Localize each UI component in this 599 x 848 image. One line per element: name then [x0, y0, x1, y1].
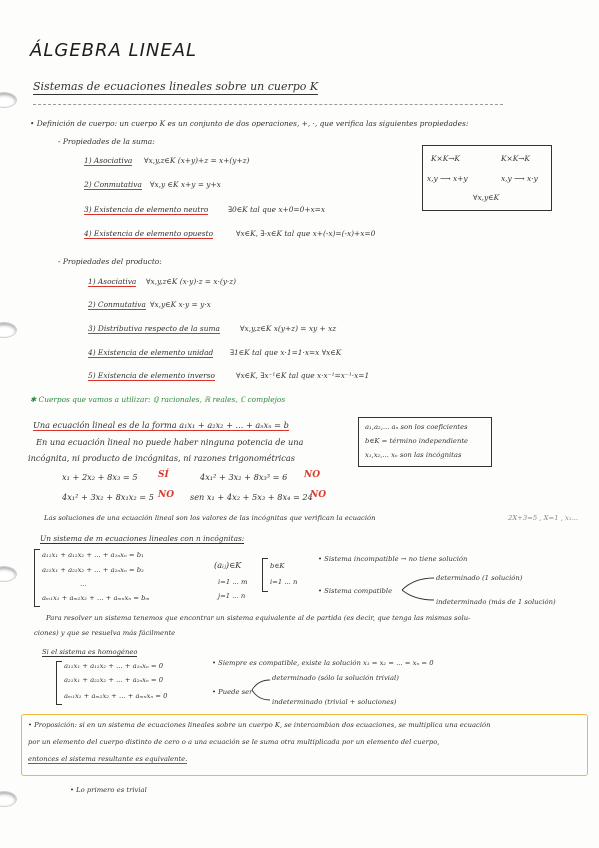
terms-line: a₁,a₂,... aₙ son los coeficientes — [365, 423, 468, 431]
example-eq: 4x₁² + 3x₂ + 8x₁x₂ = 5 — [62, 492, 154, 502]
prod-prop-name: 1) Asociativa — [88, 277, 137, 286]
system-heading: Un sistema de m ecuaciones lineales con n incógnitas: — [40, 534, 245, 543]
sum-heading: - Propiedades de la suma: — [58, 137, 155, 146]
linear-eq-line: Una ecuación lineal es de la forma a₁x₁ + a₂x₂ + ... + aₙxₙ = b — [33, 420, 289, 430]
sum-prop-formula: ∃0∈K tal que x+0=0+x=x — [228, 205, 326, 214]
homog-brace — [56, 661, 62, 705]
divider — [33, 104, 503, 105]
example-mark: NO — [158, 490, 175, 500]
index-label: i=1 ... m — [218, 578, 248, 586]
binder-hole — [0, 92, 17, 108]
terms-line: b∈K = término independiente — [365, 437, 469, 445]
prod-heading: - Propiedades del producto: — [58, 257, 162, 266]
prod-prop-formula: ∀x,y,z∈K x(y+z) = xy + xz — [240, 324, 337, 333]
solutions-example: 2X+3=5 , X=1 , x₁... — [508, 514, 579, 522]
system-row: aₘ₁x₁ + aₘ₂x₂ + ... + aₘₙxₙ = bₘ — [42, 594, 150, 602]
index-label: i=1 ... n — [270, 578, 298, 586]
prod-prop-formula: ∀x,y,z∈K (x·y)·z = x·(y·z) — [146, 277, 237, 286]
class-text: • Sistema incompatible → no tiene solución — [318, 555, 468, 563]
sum-prop-name: 1) Asociativa — [84, 156, 133, 165]
example-mark: NO — [304, 470, 321, 480]
operations-box — [422, 145, 552, 211]
branch-lines — [250, 676, 274, 704]
prod-prop-formula: ∀x∈K, ∃x⁻¹∈K tal que x·x⁻¹=x⁻¹·x=1 — [236, 371, 370, 380]
proposition-line: • Proposición: si en un sistema de ecuaciones lineales sobre un cuerpo K, se intercambian dos ecuaciones, se multiplica una ecuación — [28, 721, 491, 729]
coef-label: (aᵢⱼ)∈K — [214, 560, 242, 570]
branch-lines — [400, 572, 440, 604]
homog-note: indeterminado (trivial + soluciones) — [272, 698, 397, 706]
sum-prop-formula: ∀x,y,z∈K (x+y)+z = x+(y+z) — [144, 156, 250, 165]
ops-line: x,y ⟶ x·y — [501, 174, 538, 183]
binder-hole — [0, 791, 17, 807]
binder-hole — [0, 322, 17, 338]
page-title: ÁLGEBRA LINEAL — [30, 40, 198, 61]
final-note: • Lo primero es trivial — [70, 786, 147, 794]
homog-row: aₘ₁x₁ + aₘ₂x₂ + ... + aₘₙxₙ = 0 — [64, 692, 168, 700]
homog-row: a₂₁x₁ + a₂₂x₂ + ... + a₂ₙxₙ = 0 — [64, 676, 164, 684]
class-text: determinado (1 solución) — [436, 574, 523, 582]
subtitle: Sistemas de ecuaciones lineales sobre un cuerpo K — [33, 80, 319, 93]
cuerpos-note: ✱ Cuerpos que vamos a utilizar: ℚ racionales, ℝ reales, ℂ complejos — [30, 395, 286, 404]
resolve-line: ciones) y que se resuelva más fácilmente — [34, 629, 176, 637]
homog-row: a₁₁x₁ + a₁₂x₂ + ... + a₁ₙxₙ = 0 — [64, 662, 164, 670]
example-eq: sen x₁ + 4x₂ + 5x₃ + 8x₄ = 24 — [190, 492, 313, 502]
prod-prop-name: 4) Existencia de elemento unidad — [88, 348, 214, 357]
system-row: a₁₁x₁ + a₁₂x₂ + ... + a₁ₙxₙ = b₁ — [42, 551, 144, 559]
sum-prop-name: 4) Existencia de elemento opuesto — [84, 229, 214, 238]
ops-line: x,y ⟶ x+y — [427, 174, 468, 183]
class-text: • Sistema compatible — [318, 587, 393, 595]
example-eq: x₁ + 2x₂ + 8x₃ = 5 — [62, 472, 138, 482]
terms-line: x₁,x₂,... xₙ son las incógnitas — [365, 451, 462, 459]
class-text: indeterminado (más de 1 solución) — [436, 598, 556, 606]
system-row: ... — [80, 580, 87, 588]
prod-prop-name: 2) Conmutativa — [88, 300, 146, 309]
example-mark: NO — [310, 490, 327, 500]
solutions-text: Las soluciones de una ecuación lineal son los valores de las incógnitas que verifican la ecuación — [44, 514, 376, 522]
homog-note: determinado (sólo la solución trivial) — [272, 674, 399, 682]
linear-eq-line: En una ecuación lineal no puede haber ninguna potencia de una — [36, 437, 304, 447]
homog-note: • Siempre es compatible, existe la solución x₁ = x₂ = ... = xₙ = 0 — [212, 659, 434, 667]
definition-intro: • Definición de cuerpo: un cuerpo K es un conjunto de dos operaciones, +, ·, que verifica las siguientes propiedades: — [30, 119, 469, 128]
resolve-line: Para resolver un sistema tenemos que encontrar un sistema equivalente al de partida (es decir, que tenga las mismas solu- — [46, 614, 471, 622]
sum-prop-name: 3) Existencia de elemento neutro — [84, 205, 209, 214]
example-mark: SÍ — [158, 470, 169, 480]
bk-brace — [262, 558, 268, 592]
homog-note: • Puede ser — [212, 688, 253, 696]
linear-eq-line: incógnita, ni producto de incógnitas, ni razones trigonométricas — [28, 453, 295, 463]
homog-heading: Si el sistema es homogéneo — [42, 648, 138, 656]
sum-prop-name: 2) Conmutativa — [84, 180, 142, 189]
proposition-line: entonces el sistema resultante es equivalente. — [28, 755, 188, 763]
system-row: a₂₁x₁ + a₂₂x₂ + ... + a₂ₙxₙ = b₂ — [42, 566, 144, 574]
prod-prop-formula: ∀x,y∈K x·y = y·x — [150, 300, 211, 309]
proposition-line: por un elemento del cuerpo distinto de cero o a una ecuación se le suma otra multiplicada por un elemento del cuerpo, — [28, 738, 440, 746]
binder-hole — [0, 566, 17, 582]
terms-box — [358, 417, 492, 467]
example-eq: 4x₁² + 3x₂ + 8x₃³ = 6 — [200, 472, 288, 482]
bk-label: b∈K — [270, 562, 285, 570]
index-label: j=1 ... n — [218, 592, 246, 600]
ops-line: K×K→K — [501, 154, 530, 163]
prod-prop-formula: ∃1∈K tal que x·1=1·x=x ∀x∈K — [230, 348, 342, 357]
sum-prop-formula: ∀x∈K, ∃-x∈K tal que x+(-x)=(-x)+x=0 — [236, 229, 376, 238]
ops-line: ∀x,y∈K — [473, 193, 500, 202]
sum-prop-formula: ∀x,y ∈K x+y = y+x — [150, 180, 221, 189]
prod-prop-name: 3) Distributiva respecto de la suma — [88, 324, 220, 333]
prod-prop-name: 5) Existencia de elemento inverso — [88, 371, 215, 380]
system-brace — [34, 549, 40, 607]
ops-line: K×K→K — [431, 154, 460, 163]
